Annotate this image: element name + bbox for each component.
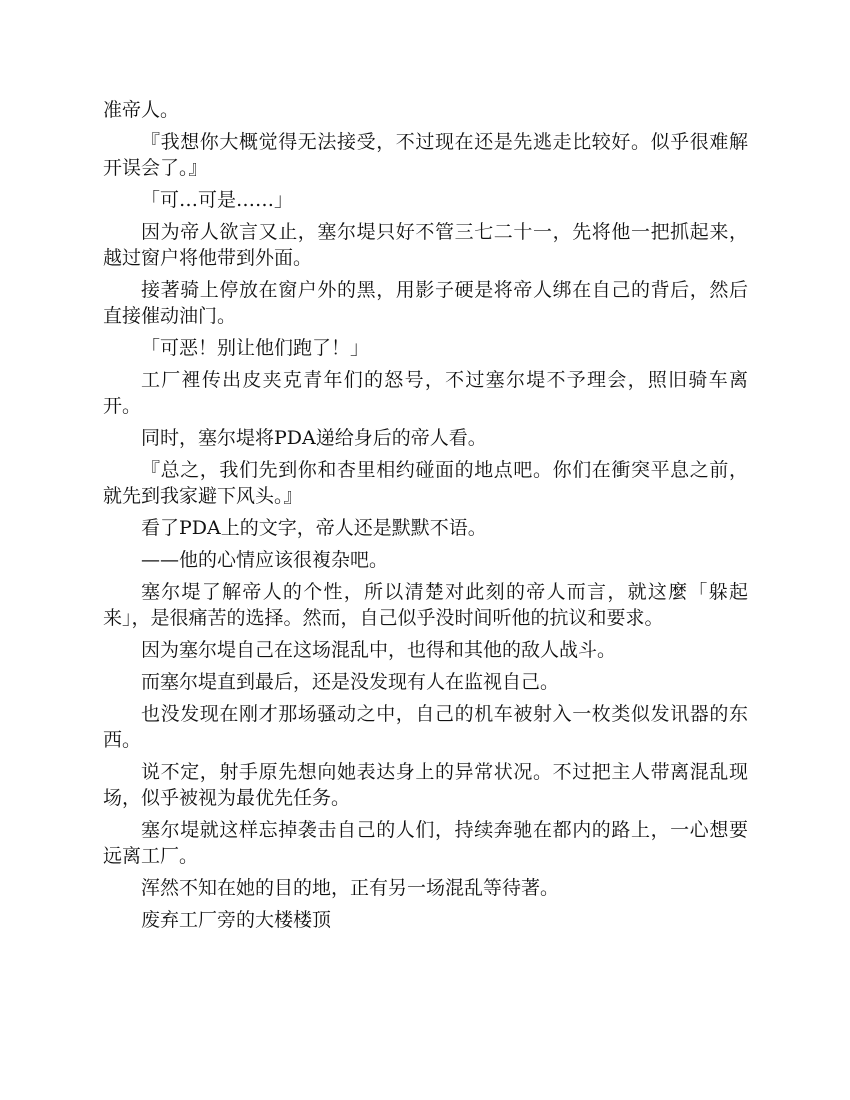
paragraph: 看了PDA上的文字，帝人还是默默不语。: [141, 517, 487, 539]
paragraph-continuation: 准帝人。: [103, 99, 180, 121]
scene-heading: 废弃工厂旁的大楼楼顶: [141, 909, 332, 931]
paragraph-dialogue: 『总之，我们先到你和杏里相约碰面的地点吧。你们在衝突平息之前，就先到我家避下风头。』: [103, 459, 748, 507]
paragraph: 塞尔堤就这样忘掉袭击自己的人们，持续奔驰在都内的路上，一心想要远离工厂。: [103, 819, 748, 867]
paragraph: 浑然不知在她的目的地，正有另一场混乱等待著。: [141, 877, 560, 899]
document-page: [103, 97, 748, 939]
paragraph: ——他的心情应该很複杂吧。: [141, 549, 389, 571]
paragraph-dialogue: 「可恶！别让他们跑了！」: [141, 337, 370, 359]
paragraph: 接著骑上停放在窗户外的黑，用影子硬是将帝人绑在自己的背后，然后直接催动油门。: [103, 279, 748, 327]
paragraph: 同时，塞尔堤将PDA递给身后的帝人看。: [141, 427, 487, 449]
paragraph-dialogue: 『我想你大概觉得无法接受，不过现在还是先逃走比较好。似乎很难解开误会了。』: [103, 131, 748, 179]
paragraph: 因为帝人欲言又止，塞尔堤只好不管三七二十一，先将他一把抓起来，越过窗户将他带到外面。: [103, 221, 748, 269]
paragraph: 而塞尔堤直到最后，还是没发现有人在监视自己。: [141, 671, 560, 693]
paragraph-dialogue: 「可…可是……」: [141, 189, 294, 211]
paragraph: 塞尔堤了解帝人的个性，所以清楚对此刻的帝人而言，就这麼「躲起来」，是很痛苦的选择。然而，自己似乎没时间听他的抗议和要求。: [103, 581, 748, 629]
paragraph: 因为塞尔堤自己在这场混乱中，也得和其他的敌人战斗。: [141, 639, 617, 661]
paragraph: 工厂裡传出皮夹克青年们的怒号，不过塞尔堤不予理会，照旧骑车离开。: [103, 369, 748, 417]
paragraph: 也没发现在刚才那场骚动之中，自己的机车被射入一枚类似发讯器的东西。: [103, 703, 748, 751]
paragraph: 说不定，射手原先想向她表达身上的异常状况。不过把主人带离混乱现场，似乎被视为最优先任务。: [103, 761, 748, 809]
